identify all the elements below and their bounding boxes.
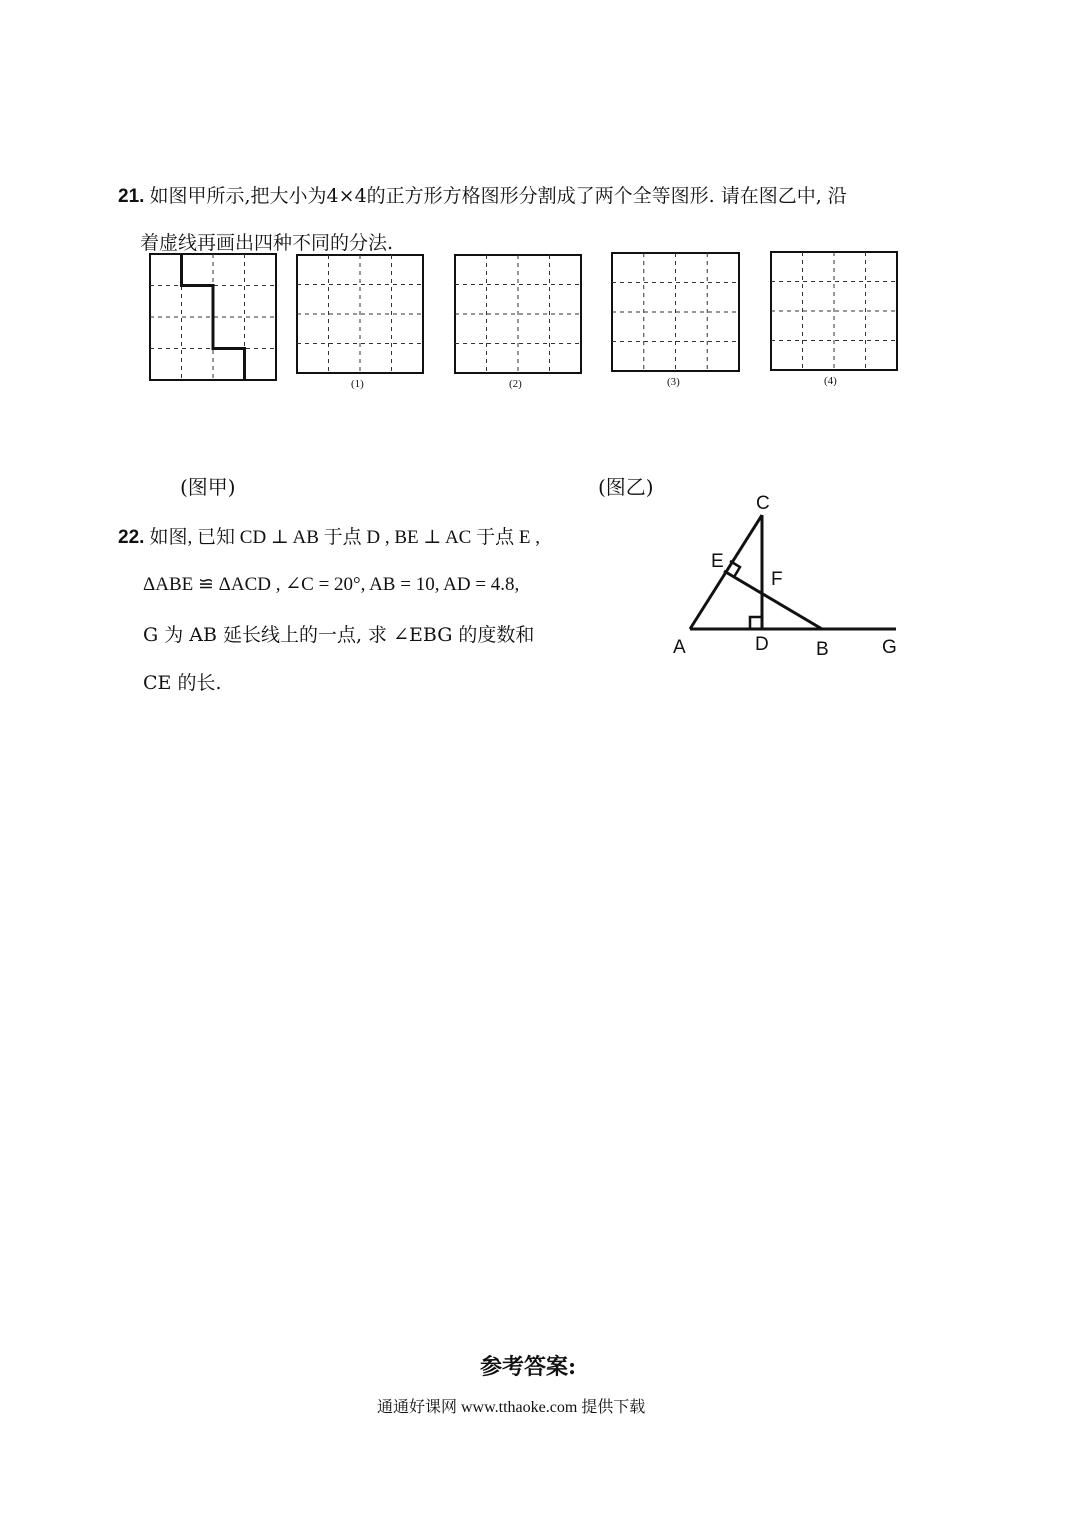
point-g-label: G: [882, 637, 897, 658]
answer-title: 参考答案:: [480, 1354, 577, 1380]
point-f-label: F: [771, 569, 783, 590]
question-21-line2: 着虚线再画出四种不同的分法.: [140, 232, 394, 254]
question-22-number: 22.: [118, 527, 145, 548]
grid-figure-4: [771, 252, 897, 370]
footer-source: 通通好课网 www.tthaoke.com 提供下载: [377, 1399, 646, 1416]
grid-figure-2: [455, 255, 581, 373]
question-21-line1: 如图甲所示,把大小为4×4的正方形方格图形分割成了两个全等图形. 请在图乙中, 沿: [149, 185, 847, 207]
point-b-label: B: [816, 639, 829, 660]
grid-label-1: (1): [351, 378, 364, 390]
question-22-line3: G 为 AB 延长线上的一点, 求 ∠EBG 的度数和: [143, 624, 535, 646]
point-c-label: C: [756, 493, 770, 514]
question-22-line1: 如图, 已知 CD ⊥ AB 于点 D , BE ⊥ AC 于点 E ,: [149, 527, 540, 548]
triangle-diagram: [660, 485, 920, 665]
grid-figure-3: [612, 253, 739, 371]
point-d-label: D: [755, 634, 769, 655]
question-22-line2: ΔABE ≌ ΔACD , ∠C = 20°, AB = 10, AD = 4.8,: [143, 574, 520, 595]
question-22-line4: CE 的长.: [143, 672, 222, 694]
caption-tu-yi: (图乙): [598, 475, 654, 499]
grid-figures: [0, 0, 1075, 420]
grid-label-3: (3): [667, 376, 680, 388]
right-angle-d: [750, 617, 762, 629]
question-22: [118, 522, 540, 549]
grid-label-4: (4): [824, 375, 837, 387]
grid-label-2: (2): [509, 378, 522, 390]
grid-figure-1: [297, 255, 423, 373]
point-e-label: E: [711, 551, 724, 572]
grid-figure-jia: [150, 254, 276, 380]
question-21-number: 21.: [118, 186, 145, 207]
point-a-label: A: [673, 637, 686, 658]
caption-tu-jia: (图甲): [180, 475, 236, 499]
